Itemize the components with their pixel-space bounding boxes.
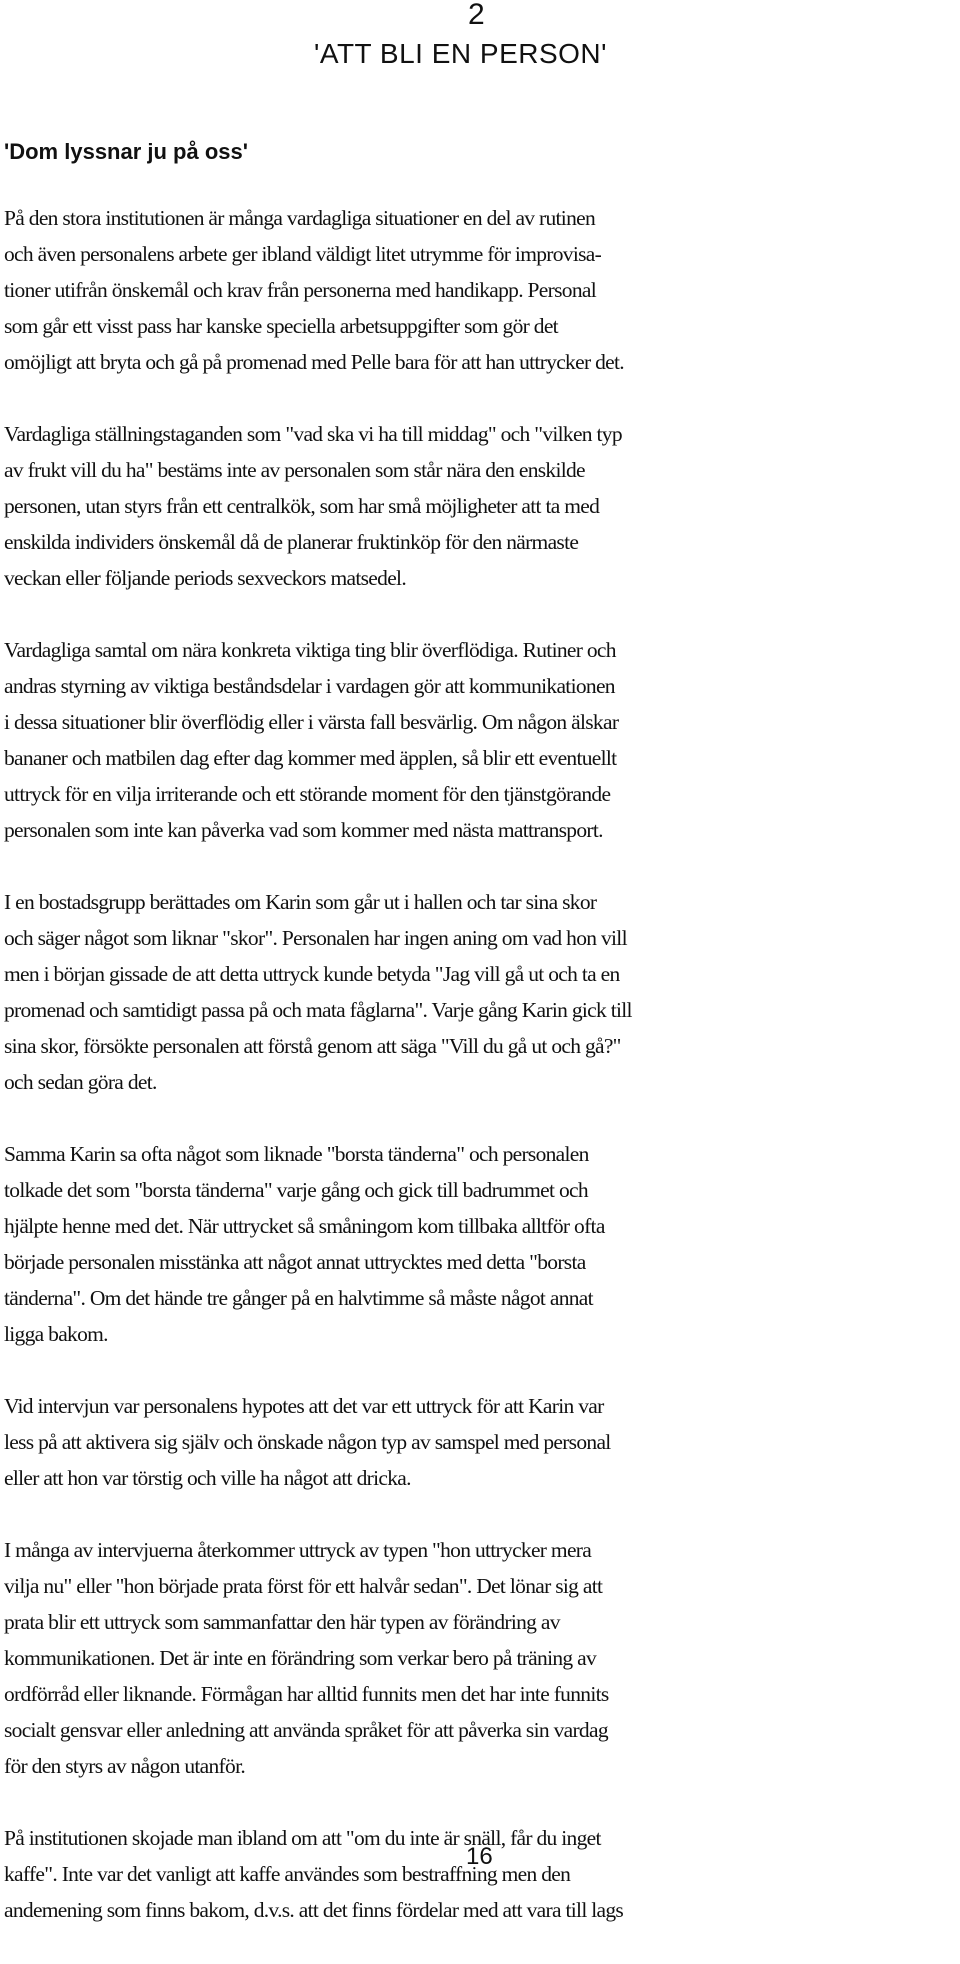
text-line: eller att hon var törstig och ville ha något att dricka. (4, 1466, 411, 1490)
text-line: och sedan göra det. (4, 1070, 157, 1094)
text-line: hjälpte henne med det. När uttrycket så småningom kom tillbaka alltför ofta (4, 1214, 605, 1238)
text-line: omöjligt att bryta och gå på promenad med Pelle bara för att han uttrycker det. (4, 350, 624, 374)
text-line: av frukt vill du ha" bestäms inte av personalen som står nära den enskilde (4, 458, 585, 482)
text-line: andemening som finns bakom, d.v.s. att det finns fördelar med att vara till lags (4, 1898, 624, 1922)
paragraph (4, 884, 956, 1100)
text-line: enskilda individers önskemål då de planerar fruktinköp för den närmaste (4, 530, 579, 554)
text-line: och säger något som liknar "skor". Personalen har ingen aning om vad hon vill (4, 926, 627, 950)
text-line: andras styrning av viktiga beståndsdelar i vardagen gör att kommunikationen (4, 674, 615, 698)
body-text (4, 200, 956, 1964)
text-line: uttryck för en vilja irriterande och ett störande moment för den tjänstgörande (4, 782, 611, 806)
text-line: tioner utifrån önskemål och krav från personerna med handikapp. Personal (4, 278, 596, 302)
paragraph (4, 200, 956, 380)
text-line: som går ett visst pass har kanske speciella arbetsuppgifter som gör det (4, 314, 558, 338)
chapter-title: 'ATT BLI EN PERSON' (314, 38, 607, 69)
text-line: tänderna". Om det hände tre gånger på en halvtimme så måste något annat (4, 1286, 593, 1310)
paragraph (4, 1136, 956, 1352)
text-line: ligga bakom. (4, 1322, 108, 1346)
page-number: 16 (466, 1843, 493, 1870)
text-line: prata blir ett uttryck som sammanfattar den här typen av förändring av (4, 1610, 560, 1634)
text-line: ordförråd eller liknande. Förmågan har alltid funnits men det har inte funnits (4, 1682, 609, 1706)
chapter-number: 2 (468, 0, 485, 31)
text-line: och även personalens arbete ger ibland väldigt litet utrymme för improvisa- (4, 242, 602, 266)
text-line: i dessa situationer blir överflödig eller i värsta fall besvärlig. Om någon älskar (4, 710, 619, 734)
text-line: less på att aktivera sig själv och önskade någon typ av samspel med personal (4, 1430, 611, 1454)
text-line: bananer och matbilen dag efter dag kommer med äpplen, så blir ett eventuellt (4, 746, 617, 770)
text-line: började personalen misstänka att något annat uttrycktes med detta "borsta (4, 1250, 586, 1274)
text-line: men i början gissade de att detta uttryck kunde betyda "Jag vill gå ut och ta en (4, 962, 620, 986)
section-heading: 'Dom lyssnar ju på oss' (4, 139, 248, 164)
text-line: sina skor, försökte personalen att förstå genom att säga "Vill du gå ut och gå?" (4, 1034, 621, 1058)
text-line: personalen som inte kan påverka vad som kommer med nästa mattransport. (4, 818, 603, 842)
paragraph (4, 632, 956, 848)
text-line: Vardagliga ställningstaganden som "vad ska vi ha till middag" och "vilken typ (4, 422, 622, 446)
text-line: Vardagliga samtal om nära konkreta viktiga ting blir överflödiga. Rutiner och (4, 638, 616, 662)
paragraph (4, 1820, 956, 1928)
text-line: På den stora institutionen är många vardagliga situationer en del av rutinen (4, 206, 596, 230)
text-line: för den styrs av någon utanför. (4, 1754, 246, 1778)
text-line: I en bostadsgrupp berättades om Karin som går ut i hallen och tar sina skor (4, 890, 597, 914)
paragraph (4, 1532, 956, 1784)
text-line: veckan eller följande periods sexveckors matsedel. (4, 566, 406, 590)
text-line: Samma Karin sa ofta något som liknade "borsta tänderna" och personalen (4, 1142, 589, 1166)
text-line: personen, utan styrs från ett centralkök, som har små möjligheter att ta med (4, 494, 600, 518)
text-line: kaffe". Inte var det vanligt att kaffe användes som bestraffning men den (4, 1862, 571, 1886)
text-line: vilja nu" eller "hon började prata först för ett halvår sedan". Det lönar sig att (4, 1574, 603, 1598)
text-line: kommunikationen. Det är inte en förändring som verkar bero på träning av (4, 1646, 597, 1670)
text-line: Vid intervjun var personalens hypotes att det var ett uttryck för att Karin var (4, 1394, 604, 1418)
text-line: På institutionen skojade man ibland om att "om du inte är snäll, får du inget (4, 1826, 601, 1850)
text-line: tolkade det som "borsta tänderna" varje gång och gick till badrummet och (4, 1178, 588, 1202)
paragraph (4, 416, 956, 596)
paragraph (4, 1388, 956, 1496)
text-line: socialt gensvar eller anledning att använda språket för att påverka sin vardag (4, 1718, 608, 1742)
text-line: promenad och samtidigt passa på och mata fåglarna". Varje gång Karin gick till (4, 998, 632, 1022)
text-line: I många av intervjuerna återkommer uttryck av typen "hon uttrycker mera (4, 1538, 592, 1562)
